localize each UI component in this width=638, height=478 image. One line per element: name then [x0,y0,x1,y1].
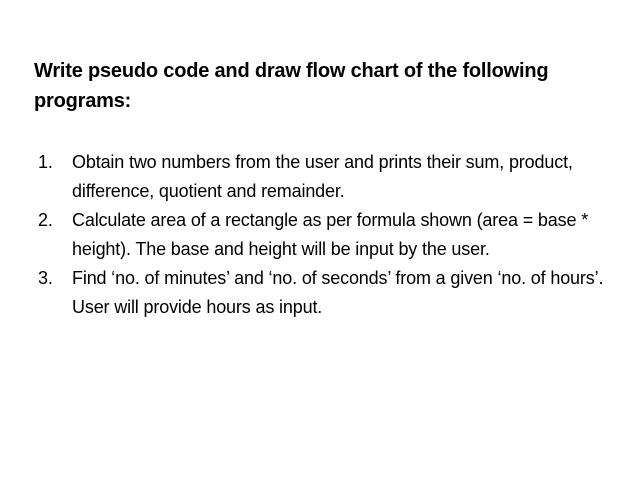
list-item-number: 1. [38,152,53,172]
list-item-number: 3. [38,268,53,288]
list-item [34,264,614,322]
list-item-number: 2. [38,210,53,230]
slide-title: Write pseudo code and draw flow chart of the following programs: [34,60,549,112]
list-item-text: Obtain two numbers from the user and prints their sum, product, difference, quotient and remainder. [72,152,573,201]
list-item-text: Find ‘no. of minutes’ and ‘no. of seconds’ from a given ‘no. of hours’. User will provide hours as input. [72,268,604,317]
list-item [34,148,614,206]
list-item-text: Calculate area of a rectangle as per formula shown (area = base * height). The base and height will be input by the user. [72,210,589,259]
exercise-list [34,148,614,322]
list-item [34,206,614,264]
